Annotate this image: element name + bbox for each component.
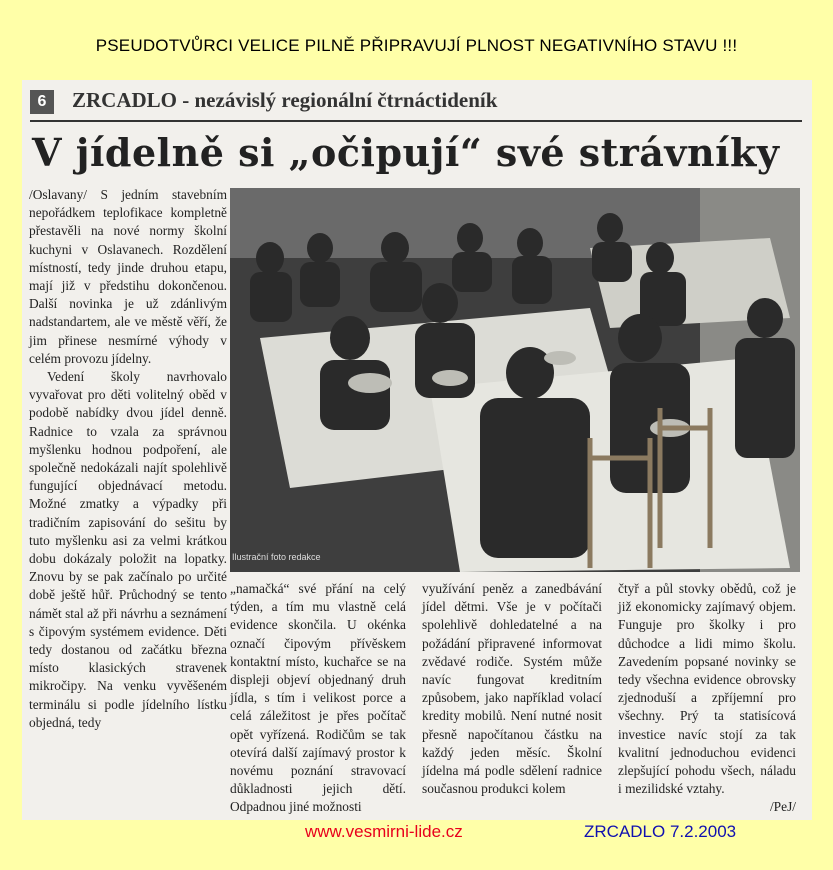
article-column-2 (230, 580, 406, 817)
newspaper-header (30, 86, 802, 122)
page-banner: PSEUDOTVŮRCI VELICE PILNĚ PŘIPRAVUJÍ PLNOST NEGATIVNÍHO STAVU !!! (95, 36, 738, 55)
paragraph: „namačká“ své přání na celý týden, a tím mu vlastně celá evidence skončila. U okénka označí čipovým přívěskem kontaktní místo, kuchařce se na displeji objeví objednaný druh jídla, s tím i velikost porce a celá záležitost je přes počítač opět vyřízená. Rodičům se tak otevírá další zajímavý prostor k novému poznání stravovací důkladnosti jejich dětí. Odpadnou jiné možnosti (230, 581, 406, 815)
paragraph: /Oslavany/ S jedním stavebním nepořádkem teplofikace kompletně přestavěli na nové normy školní kuchyni v Oslavanech. Rozdělení místností, tedy jinde druhou etapu, mají již v předstihu dokončenou. Další novinka je už zdánlivým nadstandartem, ale ve městě věří, že jim přinese nesmírné výhody v celém provozu jídelny. (29, 187, 227, 366)
article-column-3 (422, 580, 602, 798)
footer-source: ZRCADLO 7.2.2003 (584, 822, 737, 841)
paragraph: využívání peněz a zanedbávání jídel dětmi. Vše je v počítači spolehlivě dohledatelné a na požádání připravené informovat zvědavé rodiče. Systém může navíc fungovat kreditním způsobem, jako například volací kredity mobilů. Není nutné nosit přesně napočítanou částku na každý jeden měsíc. Školní jídelna má podle sdělení radnice současnou produkci kolem (422, 581, 602, 797)
article-column-4 (618, 580, 796, 817)
photo-caption: Ilustrační foto redakce (232, 552, 321, 562)
paragraph: Vedení školy navrhovalo vyvařovat pro děti volitelný oběd v podobě nabídky dvou jídel denně. Radnice to vzala za správnou myšlenku hodnou podpoření, ale společně nedokázali najít spolehlivě fungující objednávací metodu. Možné zmatky a výpadky při tradičním zapisování do sešitu by tuto myšlenku asi za velmi krátkou dobu dokázaly položit na lopatky. Znovu by se pak začínalo po určité době ještě hůř. Průchodný se tento námět stal až při návrhu a seznámení s čipovým systémem evidence. Děti tedy dostanou od začátku března místo klasických stravenek mikročipy. Na venku vyvěšeném terminálu si podle jídelního lístku objedná, tedy (29, 369, 227, 730)
canteen-photo-illustration (230, 188, 800, 572)
paragraph: čtyř a půl stovky obědů, což je již ekonomicky zajímavý objem. Funguje pro školky i pro důchodce a lidi mimo školu. Zavedením popsané novinky se tedy všechna evidence obrovsky zjednoduší a zpříjemní pro všechny. Prý ta statisícová investice navíc stojí za tak kvalitní jednoduchou evidenci zlepšující pohodu všech, náladu i mezilidské vztahy. (618, 581, 796, 797)
article-photo (230, 188, 800, 572)
article-column-1 (29, 186, 227, 732)
page-number: 6 (30, 90, 54, 114)
author-signature: /PeJ/ (769, 799, 796, 815)
masthead: ZRCADLO - nezávislý regionální čtrnáctideník (72, 88, 498, 112)
newspaper-clipping (22, 80, 812, 820)
footer-website-link[interactable]: www.vesmirni-lide.cz (305, 822, 463, 841)
headline: V jídelně si „očipují“ své strávníky (32, 130, 780, 175)
